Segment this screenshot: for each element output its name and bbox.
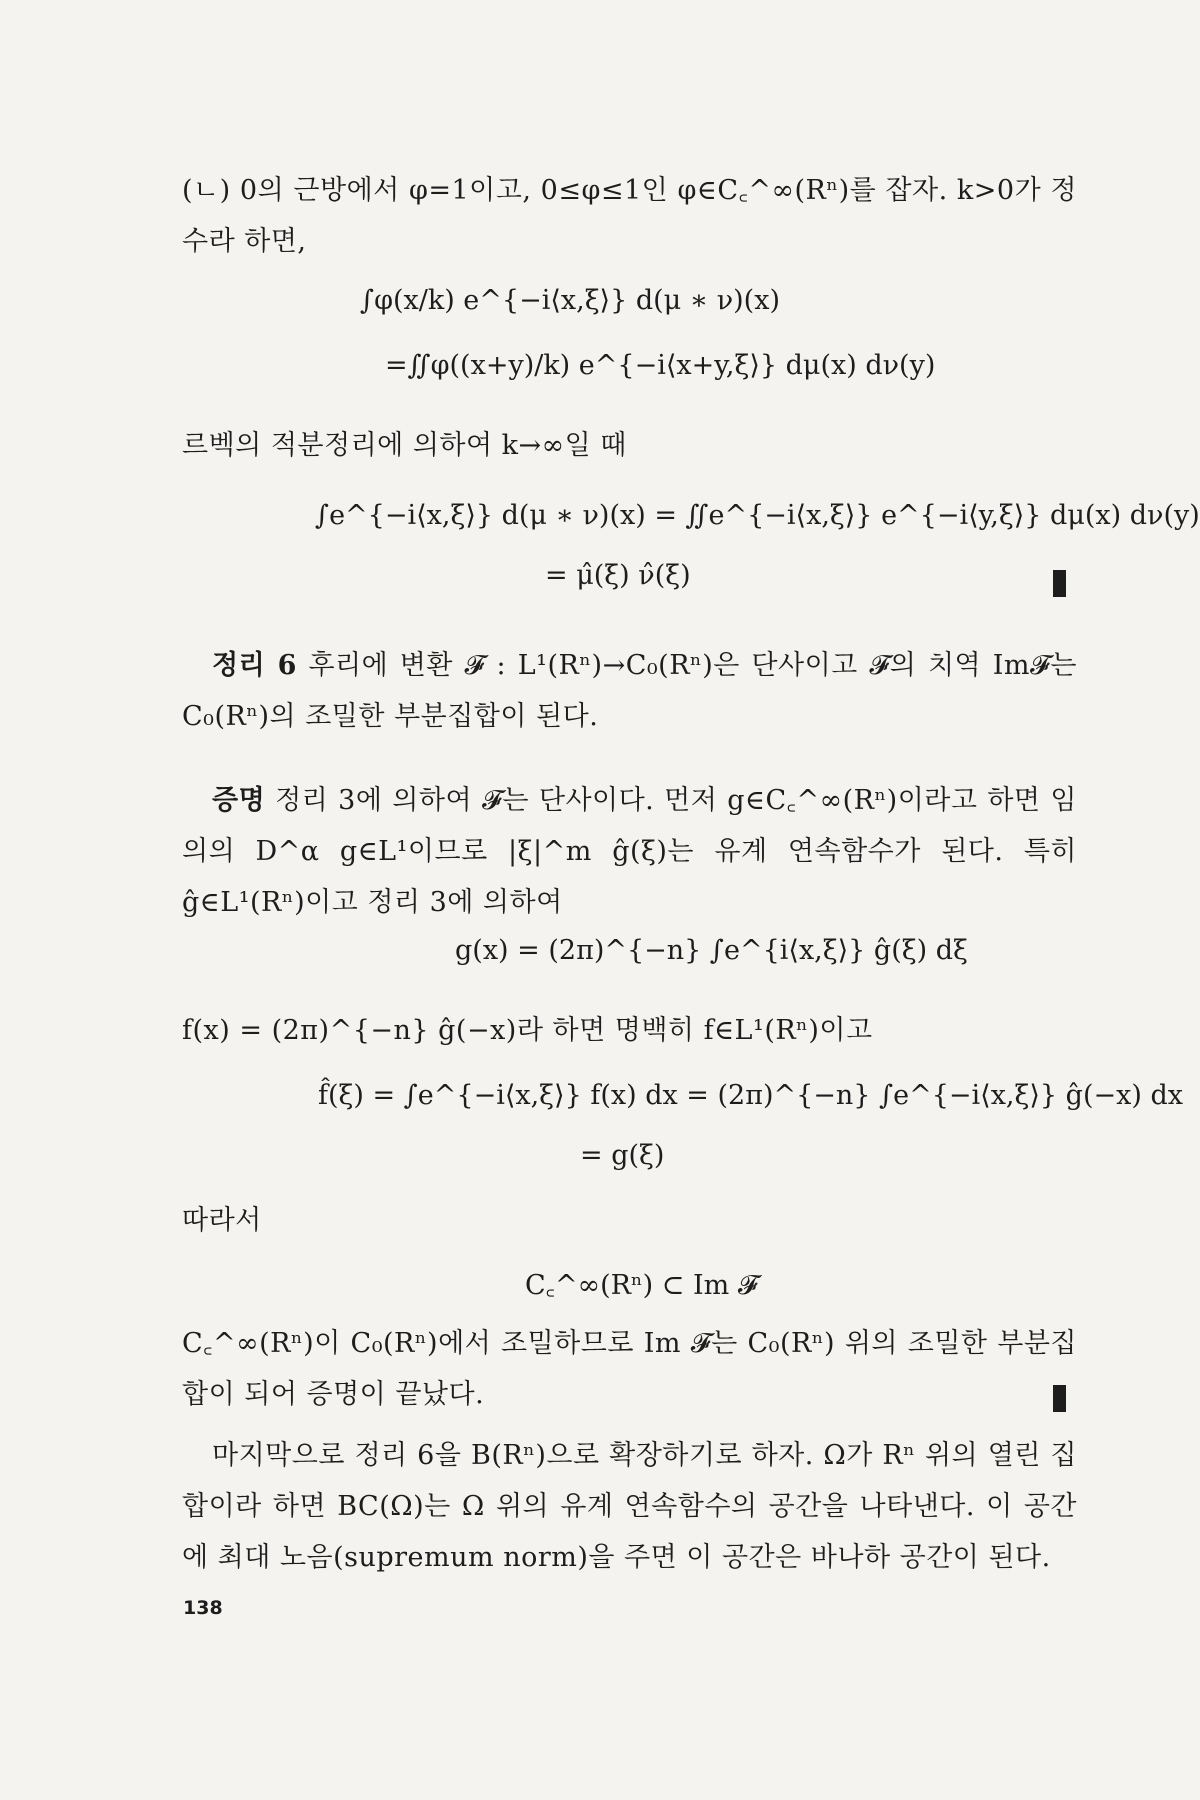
paragraph-intro: (ㄴ) 0의 근방에서 φ=1이고, 0≤φ≤1인 φ∈C꜀^∞(Rⁿ)를 잡자. k>0가 정수라 하면, [182, 175, 1077, 257]
qed-mark [1053, 570, 1066, 597]
proof-paragraph [182, 775, 1077, 928]
proof-label: 증명 [212, 785, 266, 816]
equation-2-line-2: = μ̂(ξ) ν̂(ξ) [545, 560, 691, 591]
paragraph-conclusion: C꜀^∞(Rⁿ)이 C₀(Rⁿ)에서 조밀하므로 Im 𝓕는 C₀(Rⁿ) 위의 조밀한 부분집합이 되어 증명이 끝났다. [182, 1328, 1077, 1410]
equation-1-line-1: ∫φ(x/k) e^{−i⟨x,ξ⟩} d(μ ∗ ν)(x) [360, 285, 780, 316]
equation-4-line-2: = g(ξ) [580, 1140, 665, 1171]
equation-5: C꜀^∞(Rⁿ) ⊂ Im 𝓕 [525, 1270, 758, 1301]
theorem-label: 정리 6 [212, 650, 297, 681]
extension-text: 마지막으로 정리 6을 B(Rⁿ)으로 확장하기로 하자. Ω가 Rⁿ 위의 열린 집합이라 하면 BC(Ω)는 Ω 위의 유계 연속함수의 공간을 나타낸다. 이 공간에 최대 노음(supremum norm)을 주면 이 공간은 바나하 공간이 된다. [182, 1440, 1077, 1573]
paragraph-extension [182, 1430, 1077, 1583]
equation-4-line-1: f̂(ξ) = ∫e^{−i⟨x,ξ⟩} f(x) dx = (2π)^{−n} ∫e^{−i⟨x,ξ⟩} ĝ(−x) dx [318, 1080, 1183, 1111]
page-number: 138 [183, 1597, 223, 1619]
theorem-text: 후리에 변환 𝓕 : L¹(Rⁿ)→C₀(Rⁿ)은 단사이고 𝓕의 치역 Im𝓕는 C₀(Rⁿ)의 조밀한 부분집합이 된다. [182, 650, 1077, 732]
theorem-6 [182, 640, 1077, 742]
equation-3: g(x) = (2π)^{−n} ∫e^{i⟨x,ξ⟩} ĝ(ξ) dξ [455, 935, 968, 966]
proof-text: 정리 3에 의하여 𝓕는 단사이다. 먼저 g∈C꜀^∞(Rⁿ)이라고 하면 임의의 D^α g∈L¹이므로 |ξ|^m ĝ(ξ)는 유계 연속함수가 된다. 특히 ĝ∈L¹(Rⁿ)이고 정리 3에 의하여 [182, 785, 1077, 918]
paragraph-lebesgue: 르벡의 적분정리에 의하여 k→∞일 때 [182, 430, 627, 461]
qed-mark-2 [1053, 1385, 1066, 1412]
paragraph-therefore: 따라서 [182, 1205, 262, 1236]
equation-1-line-2: =∬φ((x+y)/k) e^{−i⟨x+y,ξ⟩} dμ(x) dν(y) [385, 350, 936, 381]
paragraph-define-f: f(x) = (2π)^{−n} ĝ(−x)라 하면 명백히 f∈L¹(Rⁿ)이고 [182, 1015, 873, 1046]
equation-2-line-1: ∫e^{−i⟨x,ξ⟩} d(μ ∗ ν)(x) = ∬e^{−i⟨x,ξ⟩} e^{−i⟨y,ξ⟩} dμ(x) dν(y) [315, 500, 1200, 531]
